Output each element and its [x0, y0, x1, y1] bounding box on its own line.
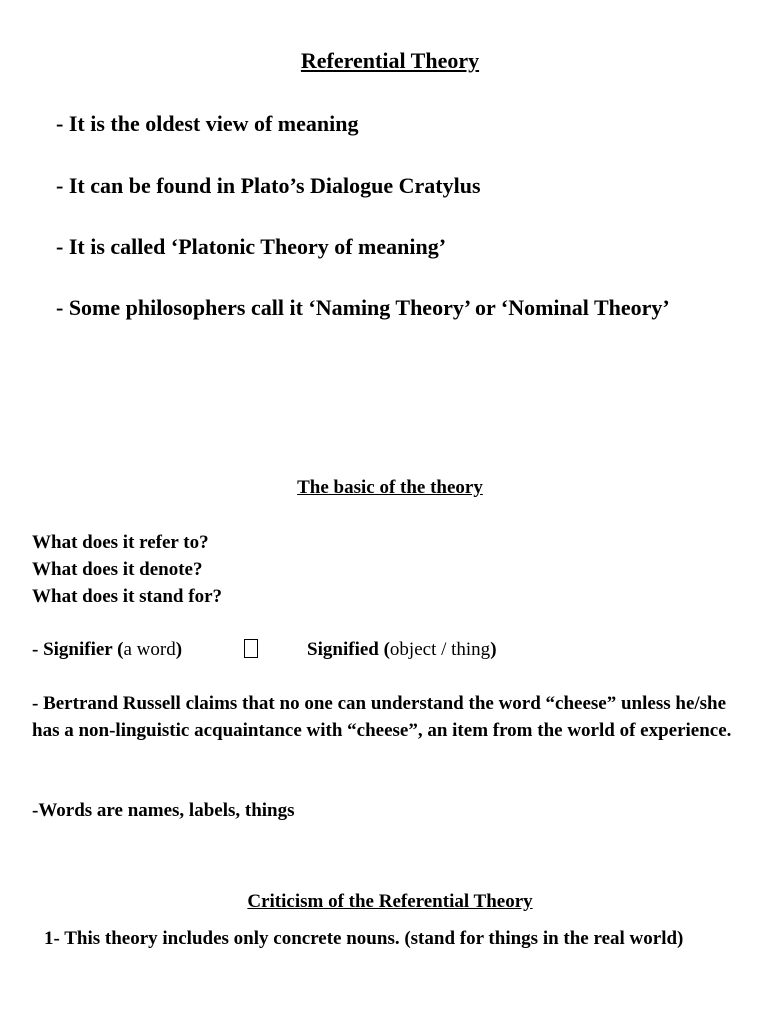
question-item: What does it refer to?: [32, 532, 209, 553]
russell-paragraph: - Bertrand Russell claims that no one can understand the word “cheese” unless he/she has a non-linguistic acquaintance with “cheese”, an item from the world of experience.: [32, 693, 732, 741]
signifier-label: - Signifier (: [32, 639, 124, 660]
signified-close: ): [490, 639, 497, 660]
signifier-close: ): [175, 639, 183, 660]
arrow-icon: [244, 639, 258, 658]
page-title: Referential Theory: [300, 48, 480, 73]
words-paragraph: -Words are names, labels, things: [32, 800, 295, 821]
signifier-line: [32, 636, 632, 663]
list-item: - It can be found in Plato’s Dialogue Cratylus: [56, 173, 481, 198]
criticism-item: 1- This theory includes only concrete nouns. (stand for things in the real world): [44, 928, 684, 949]
list-item: - It is called ‘Platonic Theory of meaning’: [56, 234, 447, 259]
question-item: What does it stand for?: [32, 586, 223, 607]
signified-value: object / thing: [389, 639, 491, 660]
signified-label: Signified (: [307, 639, 390, 660]
question-item: What does it denote?: [32, 559, 203, 580]
list-item: - It is the oldest view of meaning: [56, 111, 359, 136]
question-list: [32, 529, 752, 610]
section-heading-criticism: Criticism of the Referential Theory: [247, 891, 533, 912]
signifier-value: a word: [123, 639, 176, 660]
section-heading-basic: The basic of the theory: [297, 477, 483, 498]
list-item: - Some philosophers call it ‘Naming Theory’ or ‘Nominal Theory’: [56, 295, 670, 320]
